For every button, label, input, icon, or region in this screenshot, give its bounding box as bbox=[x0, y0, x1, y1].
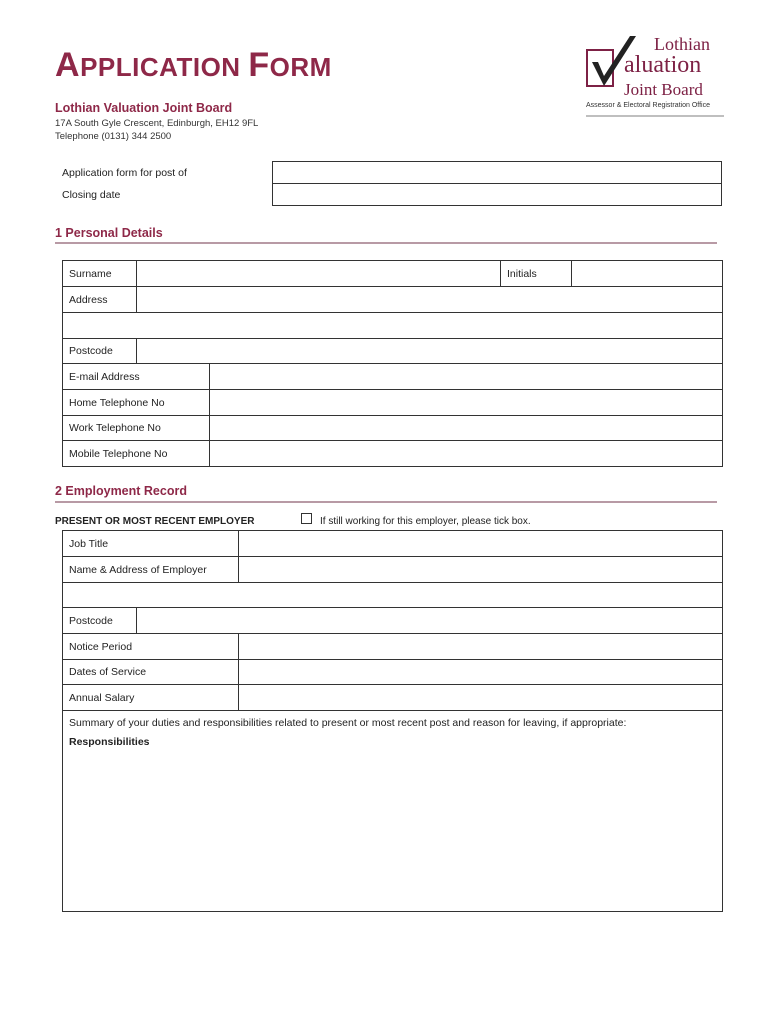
work-telephone-input[interactable] bbox=[210, 416, 723, 441]
employer-address-input[interactable] bbox=[63, 583, 723, 608]
responsibilities-area[interactable] bbox=[63, 711, 723, 912]
logo-word-joint-board: Joint Board bbox=[624, 80, 703, 99]
still-working-checkbox[interactable] bbox=[301, 513, 312, 524]
section-divider bbox=[55, 501, 717, 503]
page-title: APPLICATION FORM bbox=[55, 46, 332, 84]
logo-tagline: Assessor & Electoral Registration Office bbox=[586, 102, 710, 109]
employer-heading: PRESENT OR MOST RECENT EMPLOYER bbox=[55, 516, 255, 527]
home-telephone-label: Home Telephone No bbox=[63, 390, 210, 416]
logo-word-valuation: aluation bbox=[624, 52, 702, 78]
work-telephone-label: Work Telephone No bbox=[63, 416, 210, 441]
responsibilities-label: Responsibilities bbox=[69, 736, 150, 748]
closing-date-input[interactable] bbox=[273, 184, 722, 206]
still-working-note: If still working for this employer, please tick box. bbox=[320, 516, 531, 527]
job-title-input[interactable] bbox=[239, 531, 723, 557]
dates-of-service-input[interactable] bbox=[239, 660, 723, 685]
employer-name-input[interactable] bbox=[239, 557, 723, 583]
postcode-input[interactable] bbox=[137, 339, 723, 364]
address-label: Address bbox=[63, 287, 137, 313]
organisation-address: 17A South Gyle Crescent, Edinburgh, EH12 9FL bbox=[55, 118, 259, 129]
address-input-line-2[interactable] bbox=[63, 313, 723, 339]
employer-postcode-input[interactable] bbox=[137, 608, 723, 634]
organisation-telephone: Telephone (0131) 344 2500 bbox=[55, 131, 172, 142]
job-title-label: Job Title bbox=[63, 531, 239, 557]
notice-period-input[interactable] bbox=[239, 634, 723, 660]
mobile-telephone-label: Mobile Telephone No bbox=[63, 441, 210, 467]
section-title-employment-record: 2 Employment Record bbox=[55, 484, 187, 498]
dates-of-service-label: Dates of Service bbox=[63, 660, 239, 685]
annual-salary-label: Annual Salary bbox=[63, 685, 239, 711]
email-label: E-mail Address bbox=[63, 364, 210, 390]
surname-label: Surname bbox=[63, 261, 137, 287]
personal-details-table bbox=[62, 260, 723, 467]
home-telephone-input[interactable] bbox=[210, 390, 723, 416]
section-title-personal-details: 1 Personal Details bbox=[55, 226, 163, 240]
mobile-telephone-input[interactable] bbox=[210, 441, 723, 467]
post-input[interactable] bbox=[273, 162, 722, 184]
initials-label: Initials bbox=[501, 261, 572, 287]
initials-input[interactable] bbox=[572, 261, 723, 287]
employer-name-label: Name & Address of Employer bbox=[63, 557, 239, 583]
post-label: Application form for post of bbox=[62, 167, 187, 179]
notice-period-label: Notice Period bbox=[63, 634, 239, 660]
employment-table bbox=[62, 530, 723, 912]
email-input[interactable] bbox=[210, 364, 723, 390]
section-divider bbox=[55, 242, 717, 244]
organisation-name: Lothian Valuation Joint Board bbox=[55, 101, 233, 115]
address-input-line-1[interactable] bbox=[137, 287, 723, 313]
surname-input[interactable] bbox=[137, 261, 501, 287]
summary-instruction: Summary of your duties and responsibilities related to present or most recent post and reason for leaving, if appropriate: bbox=[69, 717, 627, 729]
organisation-logo bbox=[584, 34, 726, 120]
annual-salary-input[interactable] bbox=[239, 685, 723, 711]
closing-date-label: Closing date bbox=[62, 189, 121, 201]
post-fields bbox=[272, 161, 722, 206]
employer-postcode-label: Postcode bbox=[63, 608, 137, 634]
logo-word-lothian: Lothian bbox=[654, 34, 710, 54]
postcode-label: Postcode bbox=[63, 339, 137, 364]
